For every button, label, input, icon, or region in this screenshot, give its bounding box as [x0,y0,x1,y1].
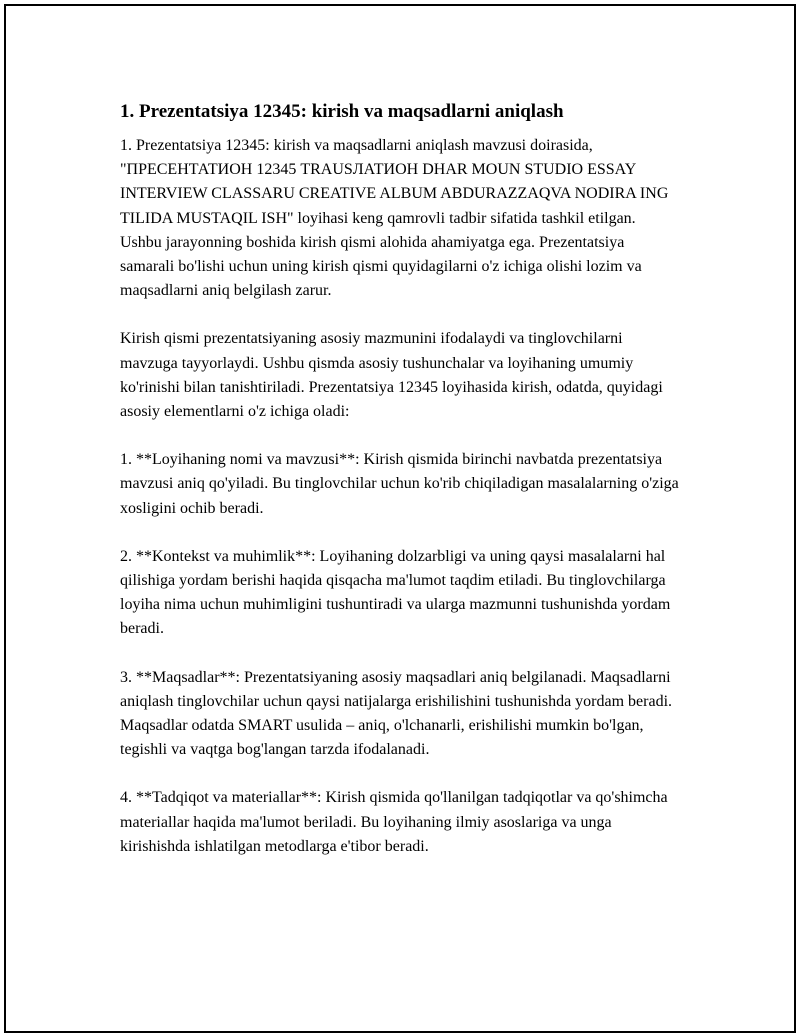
paragraph-item-4: 4. **Tadqiqot va materiallar**: Kirish qismida qo'llanilgan tadqiqotlar va qo'shimcha materiallar haqida ma'lumot beriladi. Bu loyihaning ilmiy asoslariga va unga kirishishda ishlatilgan metodlarga e'tibor beradi. [120,789,668,855]
paragraph-item-3: 3. **Maqsadlar**: Prezentatsiyaning asosiy maqsadlari aniq belgilanadi. Maqsadlarni aniqlash tinglovchilar uchun qaysi natijalarga erishilishini tushunishda yordam beradi. Maqsadlar odatda SMART usulida – aniq, o'lchanarli, erishilishi mumkin bo'lgan, tegishli va vaqtga bog'langan tarzda ifodalanadi. [120,668,673,759]
paragraph-kirish: Kirish qismi prezentatsiyaning asosiy mazmunini ifodalaydi va tinglovchilarni mavzuga tayyorlaydi. Ushbu qismda asosiy tushunchalar va loyihaning umumiy ko'rinishi bilan tanishtiriladi. Prezentatsiya 12345 loyihasida kirish, odatda, quyidagi asosiy elementlarni o'z ichiga oladi: [120,330,663,421]
page-frame [4,4,796,1033]
document-body [120,98,680,883]
paragraph-item-2: 2. **Kontekst va muhimlik**: Loyihaning dolzarbligi va uning qaysi masalalarni hal qilishiga yordam berishi haqida qisqacha ma'lumot taqdim etiladi. Bu tinglovchilarga loyiha nima uchun muhimligini tushuntiradi va ularga mazmunni tushunishda yordam beradi. [120,547,671,638]
paragraph-item-1: 1. **Loyihaning nomi va mavzusi**: Kirish qismida birinchi navbatda prezentatsiya mavzusi aniq qo'yiladi. Bu tinglovchilar uchun ko'rib chiqiladigan masalalarning o'ziga xosligini ochib beradi. [120,451,679,517]
document-title: 1. Prezentatsiya 12345: kirish va maqsadlarni aniqlash [120,101,564,122]
paragraph-intro: 1. Prezentatsiya 12345: kirish va maqsadlarni aniqlash mavzusi doirasida, "ПРЕСЕНТАТИОН 12345 TRAUSЛАТИОН DHAR MOUN STUDIO ESSAY INTERVIEW CLASSARU CREATIVE ALBUM ABDURAZZAQVA NODIRA ING TILIDA MUSTAQIL ISH" loyihasi keng qamrovli tadbir sifatida tashkil etilgan. Ushbu jarayonning boshida kirish qismi alohida ahamiyatga ega. Prezentatsiya samarali bo'lishi uchun uning kirish qismi quyidagilarni o'z ichiga olishi lozim va maqsadlarni aniq belgilash zarur. [120,137,669,300]
